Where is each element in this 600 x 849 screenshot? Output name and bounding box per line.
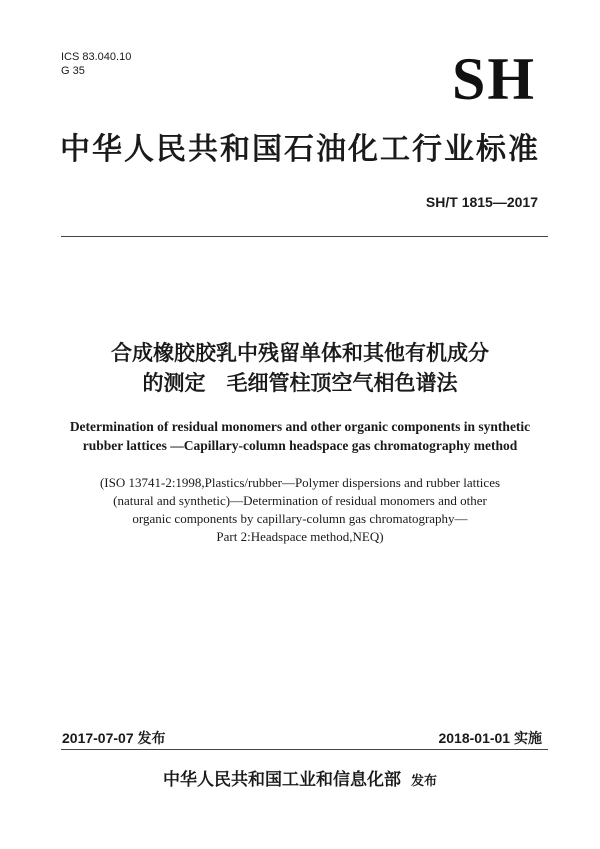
publish-label: 发布 <box>410 774 437 789</box>
title-en-line1: Determination of residual monomers and other organic components in synthetic <box>69 419 531 434</box>
footer-divider <box>61 749 548 750</box>
issuing-authority <box>0 768 600 794</box>
title-zh-line1: 合成橡胶胶乳中残留单体和其他有机成分 <box>111 341 489 365</box>
ics-code: ICS 83.040.10 <box>61 51 132 63</box>
standard-mark: SH <box>451 46 536 112</box>
iso-reference-line3: organic components by capillary-column gas chromatography— <box>132 511 468 526</box>
title-zh-line2: 的测定 毛细管柱顶空气相色谱法 <box>142 371 458 395</box>
classification-code: G 35 <box>61 65 85 77</box>
iso-reference-line1: (ISO 13741-2:1998,Plastics/rubber—Polymer dispersions and rubber lattices <box>99 475 501 490</box>
ministry-name: 中华人民共和国工业和信息化部 <box>162 770 401 790</box>
standard-number: SH/T 1815—2017 <box>425 194 538 210</box>
iso-reference-line4: Part 2:Headspace method,NEQ) <box>216 529 384 544</box>
standard-category: 中华人民共和国石油化工行业标准 <box>60 132 540 167</box>
header-divider <box>61 236 548 237</box>
issue-date: 2017-07-07 发布 <box>62 730 166 746</box>
implementation-date: 2018-01-01 实施 <box>438 730 542 746</box>
iso-reference-line2: (natural and synthetic)—Determination of residual monomers and other <box>113 493 487 508</box>
title-en-line2: rubber lattices —Capillary-column headspace gas chromatography method <box>82 438 518 453</box>
